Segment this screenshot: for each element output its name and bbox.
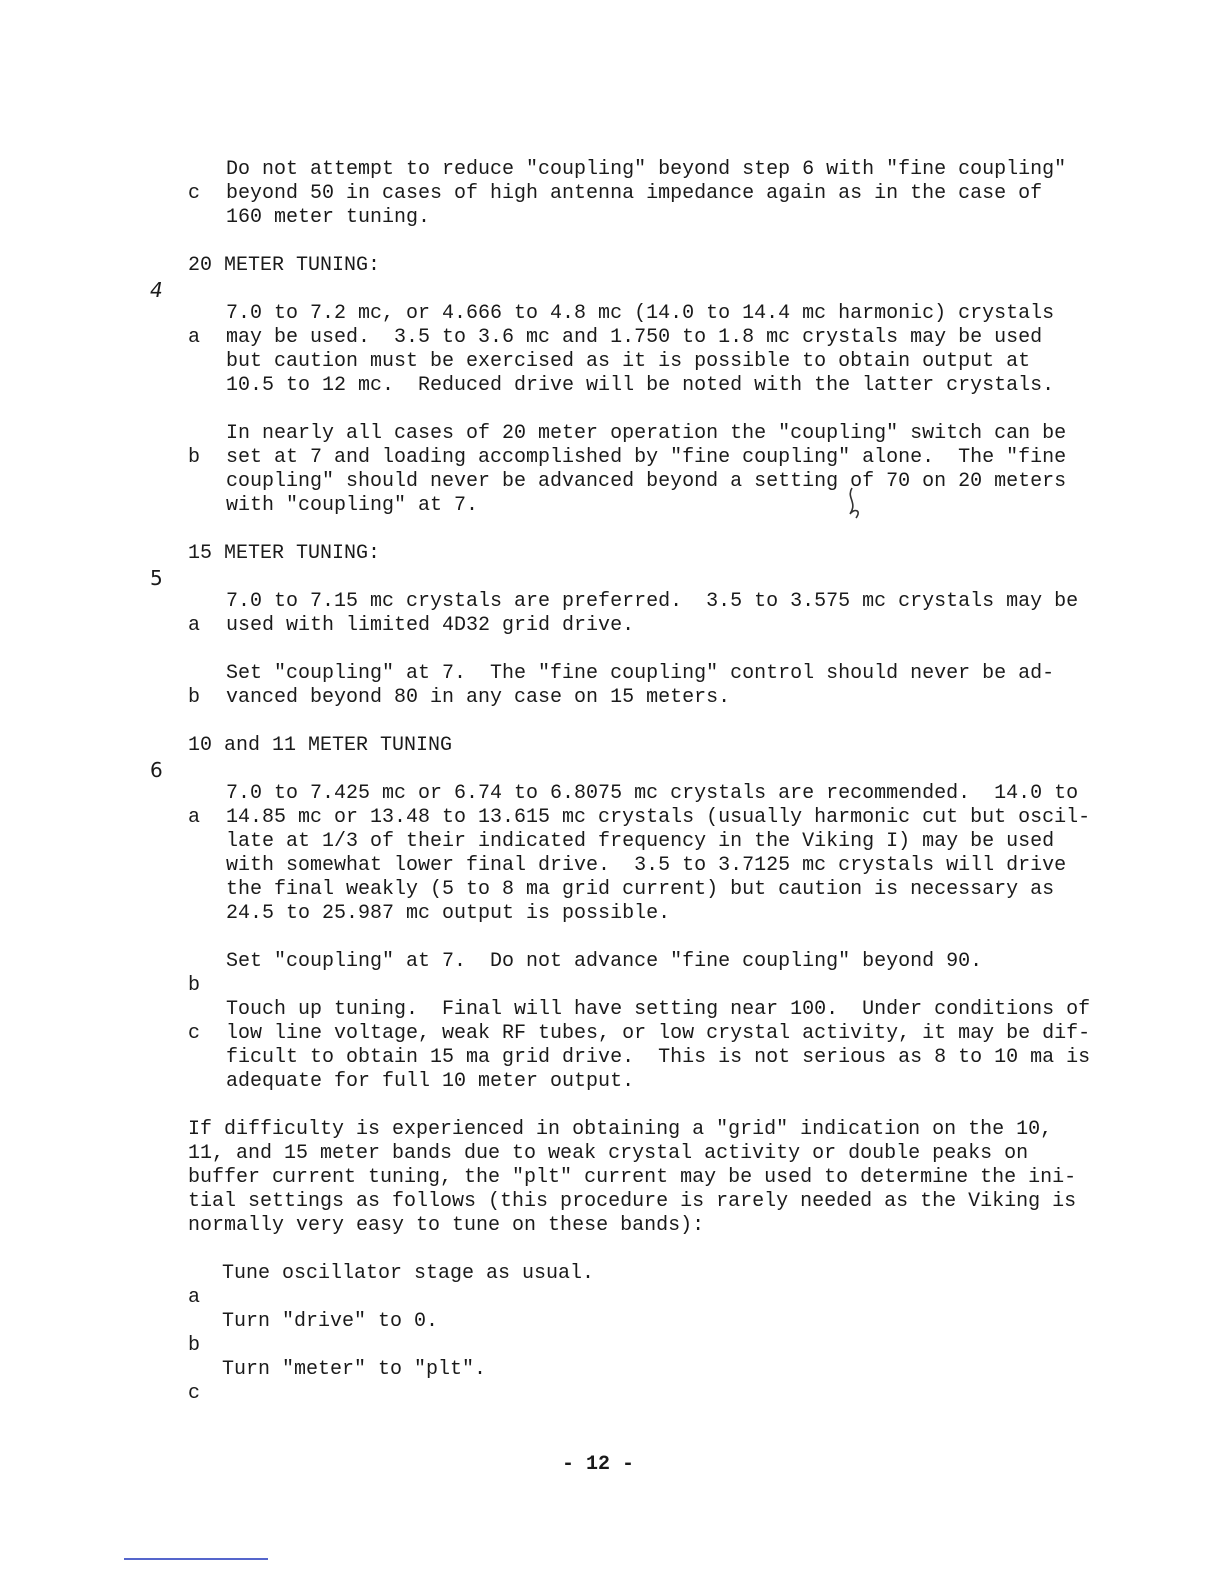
line: If difficulty is experienced in obtaining a "grid" indication on the 10, — [188, 1118, 1053, 1141]
item-label: b — [188, 446, 201, 469]
line: normally very easy to tune on these bands): — [188, 1214, 705, 1237]
line: 24.5 to 25.987 mc output is possible. — [226, 902, 671, 925]
line: 11, and 15 meter bands due to weak crystal activity or double peaks on — [188, 1142, 1029, 1165]
line: In nearly all cases of 20 meter operation the "coupling" switch can be — [226, 422, 1067, 445]
line: set at 7 and loading accomplished by "fine coupling" alone. The "fine — [226, 446, 1067, 469]
line: 14.85 mc or 13.48 to 13.615 mc crystals (usually harmonic cut but oscil- — [226, 806, 1091, 829]
line: coupling" should never be advanced beyond a setting of 70 on 20 meters — [226, 470, 1067, 493]
line: Turn "meter" to "plt". — [222, 1358, 487, 1381]
step-c-meter — [0, 1358, 487, 1454]
item-label: c — [188, 1382, 201, 1405]
line: with "coupling" at 7. — [226, 494, 479, 517]
page-number: - 12 - — [562, 1453, 635, 1476]
line: 7.0 to 7.15 mc crystals are preferred. 3.5 to 3.575 mc crystals may be — [226, 590, 1079, 613]
line: 7.0 to 7.425 mc or 6.74 to 6.8075 mc crystals are recommended. 14.0 to — [226, 782, 1079, 805]
item-label: b — [188, 686, 201, 709]
item-label: a — [188, 326, 201, 349]
line: late at 1/3 of their indicated frequency in the Viking I) may be used — [226, 830, 1055, 853]
item-label: a — [188, 614, 201, 637]
line: low line voltage, weak RF tubes, or low crystal activity, it may be dif- — [226, 1022, 1091, 1045]
item-label: b — [188, 974, 201, 997]
line: Set "coupling" at 7. The "fine coupling" control should never be ad- — [226, 662, 1055, 685]
item-label: b — [188, 1334, 201, 1357]
line: beyond 50 in cases of high antenna impedance again as in the case of — [226, 182, 1043, 205]
line: 7.0 to 7.2 mc, or 4.666 to 4.8 mc (14.0 to 14.4 mc harmonic) crystals — [226, 302, 1055, 325]
item-label: a — [188, 1286, 201, 1309]
section-number: 6 — [150, 758, 163, 782]
line: the final weakly (5 to 8 ma grid current) but caution is necessary as — [226, 878, 1055, 901]
line: may be used. 3.5 to 3.6 mc and 1.750 to 1.8 mc crystals may be used — [226, 326, 1043, 349]
line: vanced beyond 80 in any case on 15 meters. — [226, 686, 731, 709]
line: Turn "drive" to 0. — [222, 1310, 439, 1333]
line: ficult to obtain 15 ma grid drive. This is not serious as 8 to 10 ma is — [226, 1046, 1091, 1069]
line: tial settings as follows (this procedure is rarely needed as the Viking is — [188, 1190, 1077, 1213]
line: 160 meter tuning. — [226, 206, 431, 229]
line: 10.5 to 12 mc. Reduced drive will be noted with the latter crystals. — [226, 374, 1055, 397]
section-number: 4 — [150, 278, 163, 302]
line: used with limited 4D32 grid drive. — [226, 614, 635, 637]
line: Set "coupling" at 7. Do not advance "fine coupling" beyond 90. — [226, 950, 983, 973]
line: Tune oscillator stage as usual. — [222, 1262, 595, 1285]
line: buffer current tuning, the "plt" current may be used to determine the ini- — [188, 1166, 1077, 1189]
item-label: a — [188, 806, 201, 829]
line: with somewhat lower final drive. 3.5 to 3.7125 mc crystals will drive — [226, 854, 1067, 877]
section-number: 5 — [150, 566, 163, 590]
handwritten-correction-mark — [840, 484, 880, 524]
line: Do not attempt to reduce "coupling" beyond step 6 with "fine coupling" — [226, 158, 1067, 181]
footer-rule — [124, 1558, 268, 1560]
item-label: c — [188, 182, 201, 205]
line: but caution must be exercised as it is possible to obtain output at — [226, 350, 1031, 373]
section-heading: 15 METER TUNING: — [188, 542, 381, 565]
section-heading: 10 and 11 METER TUNING — [188, 734, 453, 757]
section-heading: 20 METER TUNING: — [188, 254, 381, 277]
line: adequate for full 10 meter output. — [226, 1070, 635, 1093]
item-label: c — [188, 1022, 201, 1045]
line: Touch up tuning. Final will have setting near 100. Under conditions of — [226, 998, 1091, 1021]
